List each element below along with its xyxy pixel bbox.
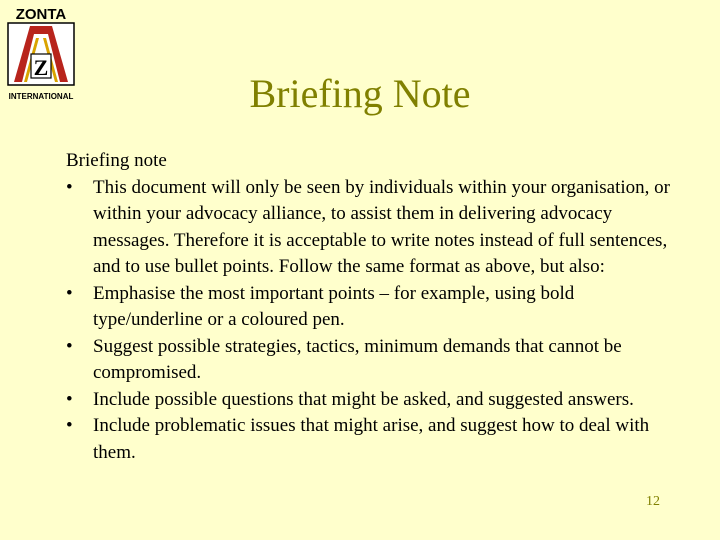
logo-bottom-text: INTERNATIONAL xyxy=(8,92,74,101)
list-item xyxy=(66,387,686,414)
list-item-text: This document will only be seen by individuals within your organisation, or within your advocacy alliance, to assist them in delivering advocacy messages. Therefore it is acceptable to write notes instead of full sentences, and to use bullet points. Follow the same format as above, but also: xyxy=(93,176,670,277)
body-heading: Briefing note xyxy=(66,150,167,171)
bullet-icon: • xyxy=(66,388,73,410)
zonta-logo xyxy=(4,4,78,104)
list-item xyxy=(66,334,686,387)
bullet-icon: • xyxy=(66,176,73,198)
logo-letter: Z xyxy=(33,55,49,80)
bullet-list xyxy=(66,175,686,467)
list-item xyxy=(66,175,686,281)
list-item xyxy=(66,281,686,334)
bullet-icon: • xyxy=(66,415,73,436)
list-item-text: Suggest possible strategies, tactics, minimum demands that cannot be compromised. xyxy=(93,335,622,383)
bullet-icon: • xyxy=(66,282,73,304)
bullet-icon: • xyxy=(66,335,73,357)
slide-title: Briefing Note xyxy=(249,71,471,116)
list-item-text: Emphasise the most important points – for example, using bold type/underline or a coloured pen. xyxy=(93,282,575,330)
slide-body xyxy=(66,148,686,466)
list-item-text: Include problematic issues that might arise, and suggest how to deal with them. xyxy=(93,415,650,463)
list-item xyxy=(66,413,686,466)
page-number: 12 xyxy=(646,494,660,509)
logo-top-text: ZONTA xyxy=(15,6,67,23)
list-item-text: Include possible questions that might be asked, and suggested answers. xyxy=(93,388,634,410)
